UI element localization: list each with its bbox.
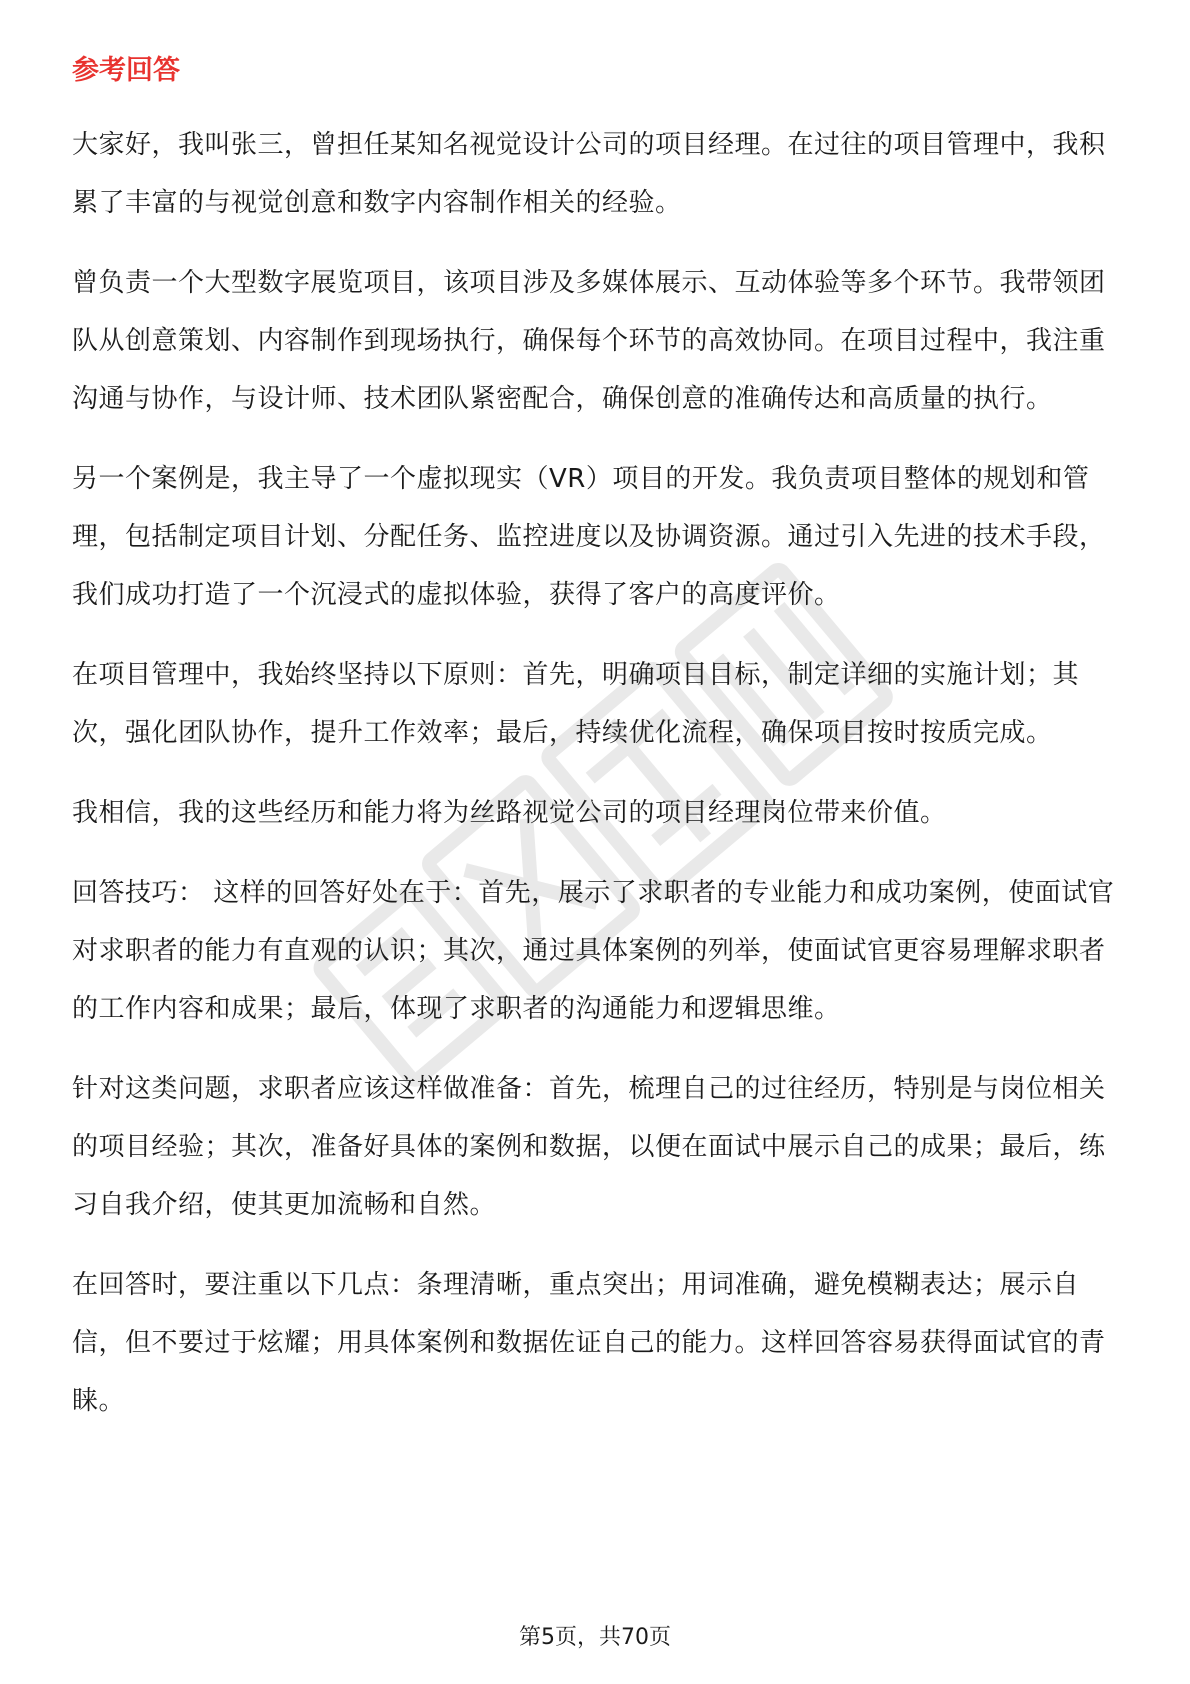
paragraph: 针对这类问题，求职者应该这样做准备：首先，梳理自己的过往经历，特别是与岗位相关的项目经验；其次，准备好具体的案例和数据，以便在面试中展示自己的成果；最后，练习自我介绍，使其更加流畅和自然。 bbox=[72, 1074, 1106, 1220]
paragraph: 在回答时，要注重以下几点：条理清晰，重点突出；用词准确，避免模糊表达；展示自信，但不要过于炫耀；用具体案例和数据佐证自己的能力。这样回答容易获得面试官的青睐。 bbox=[72, 1270, 1106, 1416]
paragraph: 回答技巧： 这样的回答好处在于：首先，展示了求职者的专业能力和成功案例，使面试官对求职者的能力有直观的认识；其次，通过具体案例的列举，使面试官更容易理解求职者的工作内容和成果；最后，体现了求职者的沟通能力和逻辑思维。 bbox=[72, 878, 1115, 1024]
paragraph: 我相信，我的这些经历和能力将为丝路视觉公司的项目经理岗位带来价值。 bbox=[72, 798, 947, 828]
paragraph: 大家好，我叫张三，曾担任某知名视觉设计公司的项目经理。在过往的项目管理中，我积累了丰富的与视觉创意和数字内容制作相关的经验。 bbox=[72, 130, 1106, 218]
paragraph: 曾负责一个大型数字展览项目，该项目涉及多媒体展示、互动体验等多个环节。我带领团队从创意策划、内容制作到现场执行，确保每个环节的高效协同。在项目过程中，我注重沟通与协作，与设计师、技术团队紧密配合，确保创意的准确传达和高质量的执行。 bbox=[72, 268, 1106, 414]
page-number: 第5页，共70页 bbox=[519, 1625, 671, 1650]
paragraph: 在项目管理中，我始终坚持以下原则：首先，明确项目目标，制定详细的实施计划；其次，强化团队协作，提升工作效率；最后，持续优化流程，确保项目按时按质完成。 bbox=[72, 660, 1080, 748]
section-heading: 参考回答 bbox=[72, 55, 180, 86]
content-area bbox=[72, 48, 1122, 1452]
paragraph: 另一个案例是，我主导了一个虚拟现实（VR）项目的开发。我负责项目整体的规划和管理，包括制定项目计划、分配任务、监控进度以及协调资源。通过引入先进的技术手段，我们成功打造了一个沉浸式的虚拟体验，获得了客户的高度评价。 bbox=[72, 464, 1106, 610]
